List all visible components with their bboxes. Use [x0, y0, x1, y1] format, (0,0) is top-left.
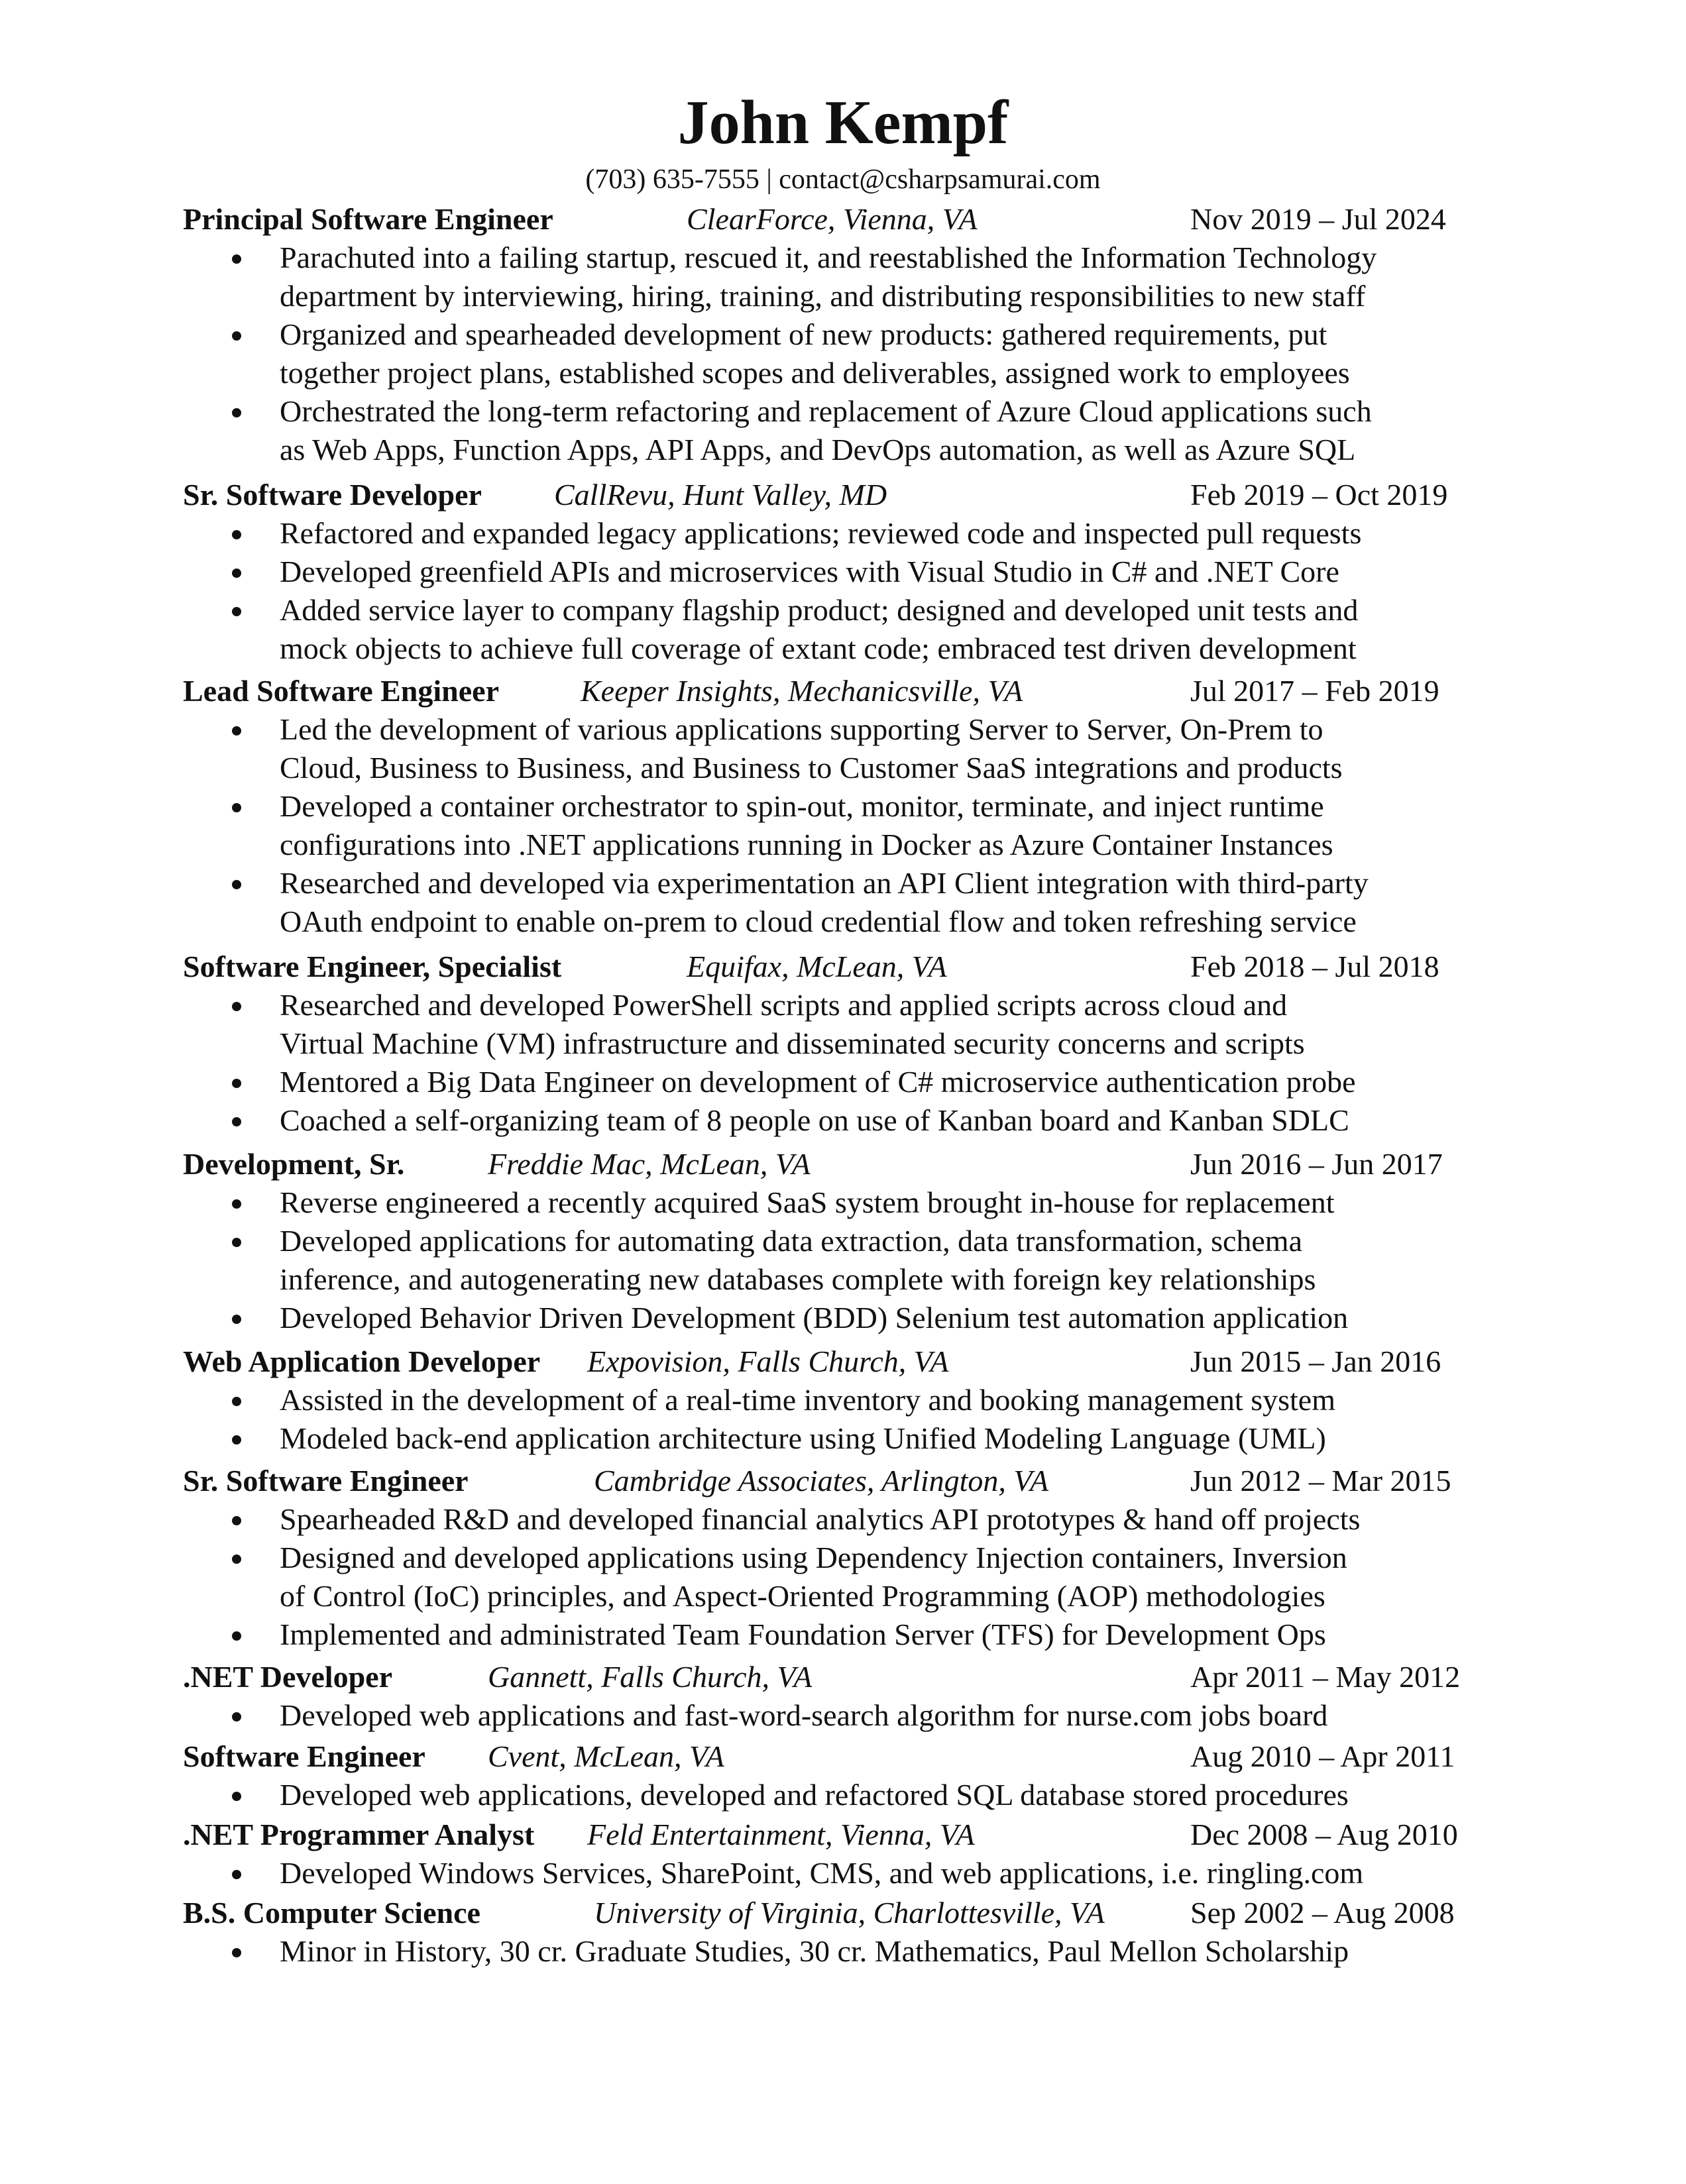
bullet-text — [280, 787, 1333, 864]
bullet-item — [232, 239, 1518, 315]
entry-dates: Jun 2016 – Jun 2017 — [1190, 1147, 1443, 1181]
entry-role: Lead Software Engineer — [183, 674, 500, 708]
bullet-dot-icon — [232, 1516, 241, 1525]
bullet-text-line: OAuth endpoint to enable on-prem to cloud credential flow and token refreshing service — [280, 904, 1357, 938]
bullet-text — [280, 1615, 1326, 1654]
bullet-text-line: Developed Behavior Driven Development (BDD) Selenium test automation application — [280, 1301, 1349, 1335]
bullet-item — [232, 553, 1518, 591]
bullet-text-line: Developed a container orchestrator to spin-out, monitor, terminate, and inject runtime — [280, 789, 1324, 823]
bullet-item — [232, 710, 1518, 787]
bullet-dot-icon — [232, 1199, 241, 1209]
entry-organization: CallRevu, Hunt Valley, MD — [554, 478, 887, 512]
bullet-text — [280, 1101, 1349, 1140]
bullet-text — [280, 1299, 1348, 1337]
bullet-text-line: Developed web applications and fast-word-search algorithm for nurse.com jobs board — [280, 1698, 1328, 1732]
entry-role: Software Engineer — [183, 1739, 425, 1773]
bullet-dot-icon — [232, 1948, 241, 1957]
bullet-text — [280, 1381, 1335, 1419]
entry-organization: ClearForce, Vienna, VA — [687, 202, 978, 236]
bullet-dot-icon — [232, 331, 241, 341]
entry-header — [183, 1816, 1508, 1854]
bullet-text — [280, 591, 1358, 668]
entry-dates: Nov 2019 – Jul 2024 — [1190, 202, 1446, 236]
entry-organization: Freddie Mac, McLean, VA — [488, 1147, 811, 1181]
bullet-text — [280, 553, 1339, 591]
bullet-dot-icon — [232, 1397, 241, 1406]
bullet-text — [280, 1932, 1349, 1971]
bullet-item — [232, 986, 1518, 1063]
bullet-text-line: mock objects to achieve full coverage of extant code; embraced test driven development — [280, 631, 1357, 665]
bullet-item — [232, 1299, 1518, 1337]
entry-organization: Equifax, McLean, VA — [687, 950, 947, 983]
bullet-text-line: Cloud, Business to Business, and Business to Customer SaaS integrations and products — [280, 751, 1343, 785]
entry-role: .NET Programmer Analyst — [183, 1818, 535, 1851]
bullet-text-line: department by interviewing, hiring, training, and distributing responsibilities to new staff — [280, 279, 1366, 313]
bullet-text-line: Assisted in the development of a real-time inventory and booking management system — [280, 1383, 1335, 1417]
bullet-text-line: Led the development of various applications supporting Server to Server, On-Prem to — [280, 712, 1323, 746]
bullet-text-line: Designed and developed applications using Dependency Injection containers, Inversion — [280, 1541, 1347, 1574]
bullet-item — [232, 1932, 1518, 1971]
entry-role: Sr. Software Engineer — [183, 1464, 469, 1498]
entry-organization: Cambridge Associates, Arlington, VA — [594, 1464, 1049, 1498]
entry-header — [183, 1737, 1508, 1776]
bullet-text-line: Implemented and administrated Team Foundation Server (TFS) for Development Ops — [280, 1617, 1326, 1651]
bullet-dot-icon — [232, 408, 241, 417]
bullet-item — [232, 864, 1518, 941]
bullet-dot-icon — [232, 254, 241, 264]
bullet-item — [232, 1696, 1518, 1735]
bullet-text-line: Researched and developed via experimentation an API Client integration with third-party — [280, 866, 1369, 900]
bullet-item — [232, 514, 1518, 553]
entry-organization: University of Virginia, Charlottesville, VA — [594, 1896, 1105, 1930]
entry-role: B.S. Computer Science — [183, 1896, 480, 1930]
bullet-dot-icon — [232, 1315, 241, 1324]
entry-header — [183, 948, 1508, 986]
entry-header — [183, 1342, 1508, 1381]
bullet-dot-icon — [232, 1079, 241, 1088]
contact-line: (703) 635-7555 | contact@csharpsamurai.com — [585, 164, 1101, 195]
bullet-text — [280, 864, 1369, 941]
bullet-text-line: Mentored a Big Data Engineer on development of C# microservice authentication probe — [280, 1065, 1356, 1099]
entry-header — [183, 200, 1508, 239]
bullet-dot-icon — [232, 1238, 241, 1247]
bullet-text-line: of Control (IoC) principles, and Aspect-Oriented Programming (AOP) methodologies — [280, 1579, 1325, 1613]
entry-dates: Dec 2008 – Aug 2010 — [1190, 1818, 1458, 1851]
bullet-text-line: Organized and spearheaded development of new products: gathered requirements, put — [280, 317, 1327, 351]
bullet-dot-icon — [232, 569, 241, 578]
bullet-text-line: configurations into .NET applications running in Docker as Azure Container Instances — [280, 828, 1333, 861]
entry-dates: Jul 2017 – Feb 2019 — [1190, 674, 1439, 708]
bullet-item — [232, 1615, 1518, 1654]
bullet-text-line: Coached a self-organizing team of 8 people on use of Kanban board and Kanban SDLC — [280, 1103, 1349, 1137]
bullet-text-line: Reverse engineered a recently acquired SaaS system brought in-house for replacement — [280, 1185, 1335, 1219]
bullet-text-line: Modeled back-end application architecture using Unified Modeling Language (UML) — [280, 1421, 1326, 1455]
bullet-text — [280, 315, 1350, 392]
bullet-text — [280, 239, 1377, 315]
entry-organization: Gannett, Falls Church, VA — [488, 1660, 813, 1694]
bullet-text — [280, 1222, 1316, 1299]
bullet-text-line: Developed applications for automating data extraction, data transformation, schema — [280, 1224, 1302, 1258]
bullet-text-line: together project plans, established scopes and deliverables, assigned work to employees — [280, 356, 1350, 390]
bullet-dot-icon — [232, 530, 241, 539]
bullet-item — [232, 1776, 1518, 1814]
bullet-item — [232, 1101, 1518, 1140]
bullet-dot-icon — [232, 607, 241, 616]
entry-dates: Feb 2018 – Jul 2018 — [1190, 950, 1439, 983]
entry-role: Principal Software Engineer — [183, 202, 553, 236]
entry-organization: Expovision, Falls Church, VA — [587, 1344, 949, 1378]
bullet-item — [232, 1419, 1518, 1458]
bullet-item — [232, 1381, 1518, 1419]
entry-dates: Aug 2010 – Apr 2011 — [1190, 1739, 1455, 1773]
bullet-text-line: Researched and developed PowerShell scripts and applied scripts across cloud and — [280, 988, 1288, 1022]
entry-organization: Keeper Insights, Mechanicsville, VA — [581, 674, 1023, 708]
bullet-dot-icon — [232, 803, 241, 812]
entry-organization: Feld Entertainment, Vienna, VA — [587, 1818, 975, 1851]
entry-role: Web Application Developer — [183, 1344, 541, 1378]
bullet-text-line: Minor in History, 30 cr. Graduate Studies, 30 cr. Mathematics, Paul Mellon Scholarship — [280, 1934, 1349, 1968]
bullet-text-line: Spearheaded R&D and developed financial analytics API prototypes & hand off projects — [280, 1502, 1361, 1536]
bullet-text-line: inference, and autogenerating new databases complete with foreign key relationships — [280, 1262, 1316, 1296]
entry-header — [183, 1658, 1508, 1696]
candidate-name: John Kempf — [677, 88, 1009, 157]
bullet-item — [232, 315, 1518, 392]
bullet-item — [232, 1222, 1518, 1299]
bullet-text-line: Added service layer to company flagship product; designed and developed unit tests and — [280, 593, 1359, 627]
bullet-dot-icon — [232, 1792, 241, 1801]
bullet-text — [280, 1539, 1347, 1615]
bullet-item — [232, 591, 1518, 668]
bullet-text-line: Virtual Machine (VM) infrastructure and disseminated security concerns and scripts — [280, 1026, 1305, 1060]
entry-role: Software Engineer, Specialist — [183, 950, 562, 983]
bullet-text — [280, 392, 1372, 469]
entry-header — [183, 672, 1508, 710]
entry-role: Development, Sr. — [183, 1147, 405, 1181]
bullet-text — [280, 1183, 1335, 1222]
entry-header — [183, 1894, 1508, 1932]
bullet-text — [280, 1854, 1363, 1892]
entry-dates: Feb 2019 – Oct 2019 — [1190, 478, 1448, 512]
bullet-text-line: Orchestrated the long-term refactoring and replacement of Azure Cloud applications such — [280, 394, 1372, 428]
bullet-dot-icon — [232, 1631, 241, 1641]
entry-organization: Cvent, McLean, VA — [488, 1739, 724, 1773]
bullet-text-line: as Web Apps, Function Apps, API Apps, and DevOps automation, as well as Azure SQL — [280, 433, 1356, 466]
bullet-text-line: Developed greenfield APIs and microservices with Visual Studio in C# and .NET Core — [280, 555, 1339, 588]
bullet-text-line: Developed Windows Services, SharePoint, CMS, and web applications, i.e. ringling.com — [280, 1856, 1364, 1890]
entry-header — [183, 1462, 1508, 1500]
entry-dates: Jun 2012 – Mar 2015 — [1190, 1464, 1451, 1498]
bullet-item — [232, 1500, 1518, 1539]
bullet-item — [232, 1854, 1518, 1892]
entry-dates: Jun 2015 – Jan 2016 — [1190, 1344, 1441, 1378]
bullet-item — [232, 787, 1518, 864]
bullet-dot-icon — [232, 880, 241, 889]
bullet-dot-icon — [232, 1002, 241, 1011]
bullet-item — [232, 1063, 1518, 1101]
bullet-text — [280, 1500, 1360, 1539]
bullet-text — [280, 986, 1305, 1063]
bullet-item — [232, 392, 1518, 469]
bullet-text — [280, 1419, 1326, 1458]
bullet-text — [280, 1776, 1349, 1814]
bullet-text — [280, 1696, 1327, 1735]
bullet-text — [280, 710, 1343, 787]
bullet-text-line: Developed web applications, developed and refactored SQL database stored procedures — [280, 1778, 1349, 1812]
entry-header — [183, 1145, 1508, 1183]
bullet-text — [280, 1063, 1356, 1101]
entry-role: Sr. Software Developer — [183, 478, 482, 512]
entry-role: .NET Developer — [183, 1660, 393, 1694]
bullet-dot-icon — [232, 726, 241, 736]
bullet-text — [280, 514, 1361, 553]
bullet-dot-icon — [232, 1712, 241, 1721]
entry-header — [183, 476, 1508, 514]
bullet-text-line: Parachuted into a failing startup, rescued it, and reestablished the Information Technology — [280, 241, 1377, 274]
bullet-item — [232, 1539, 1518, 1615]
bullet-dot-icon — [232, 1870, 241, 1879]
entry-dates: Sep 2002 – Aug 2008 — [1190, 1896, 1455, 1930]
bullet-dot-icon — [232, 1555, 241, 1564]
bullet-text-line: Refactored and expanded legacy applications; reviewed code and inspected pull requests — [280, 516, 1362, 550]
bullet-dot-icon — [232, 1117, 241, 1126]
bullet-item — [232, 1183, 1518, 1222]
bullet-dot-icon — [232, 1435, 241, 1445]
entry-dates: Apr 2011 – May 2012 — [1190, 1660, 1461, 1694]
